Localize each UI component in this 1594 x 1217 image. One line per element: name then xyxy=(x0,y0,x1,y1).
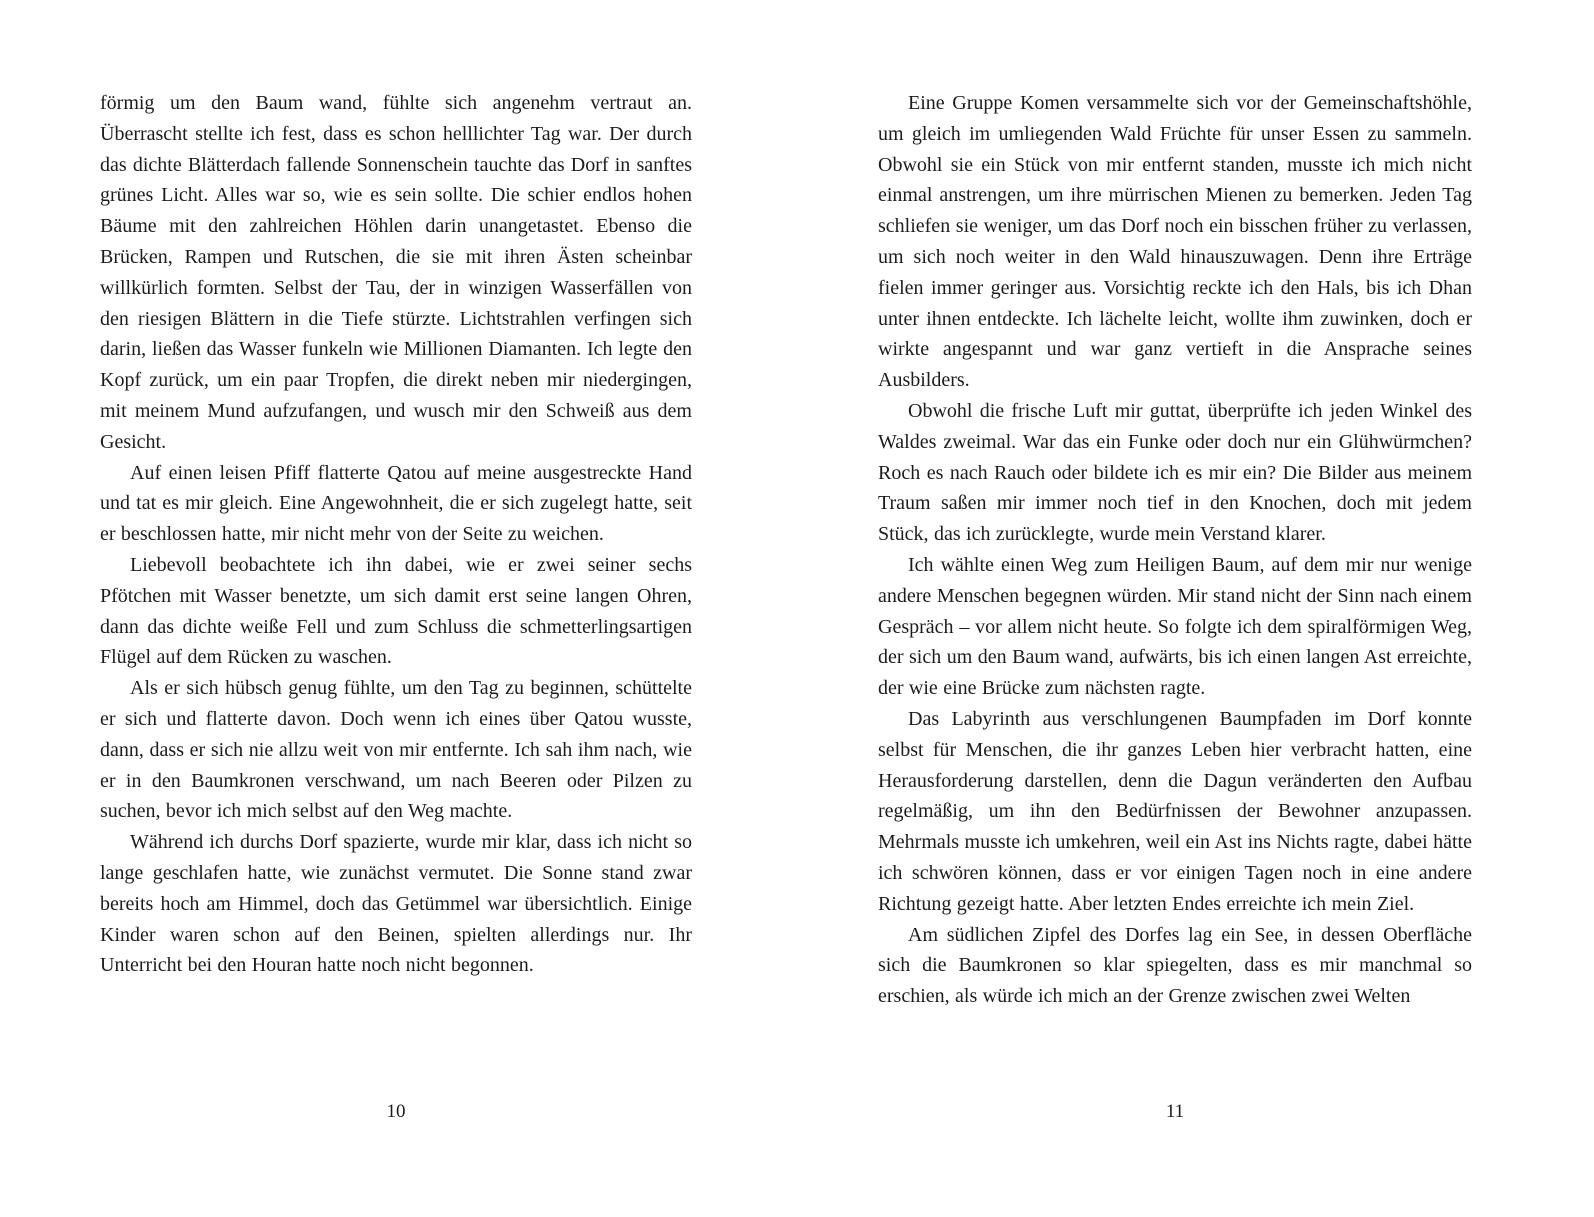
paragraph: Ich wählte einen Weg zum Heiligen Baum, auf dem mir nur wenige andere Menschen begegnen würden. Mir stand nicht der Sinn nach einem Gespräch – vor allem nicht heute. So folgte ich dem spiralförmigen Weg, der sich um den Baum wand, aufwärts, bis ich einen langen Ast erreichte, der wie eine Brücke zum nächsten ragte. xyxy=(878,553,1472,700)
page-left xyxy=(100,0,692,1217)
paragraph: Obwohl die frische Luft mir guttat, überprüfte ich jeden Winkel des Waldes zweimal. War das ein Funke oder doch nur ein Glühwürmchen? Roch es nach Rauch oder bildete ich es mir ein? Die Bilder aus meinem Traum saßen mir immer noch tief in den Knochen, doch mit jedem Stück, das ich zurücklegte, wurde mein Verstand klarer. xyxy=(878,399,1472,546)
page-right-text xyxy=(878,88,1472,1012)
paragraph: Während ich durchs Dorf spazierte, wurde mir klar, dass ich nicht so lange geschlafen hatte, wie zunächst vermutet. Die Sonne stand zwar bereits hoch am Himmel, doch das Getümmel war übersichtlich. Einige Kinder waren schon auf den Beinen, spielten allerdings nur. Ihr Unterricht bei den Houran hatte noch nicht begonnen. xyxy=(100,831,692,977)
page-number: 10 xyxy=(386,1101,406,1122)
paragraph: Am südlichen Zipfel des Dorfes lag ein See, in dessen Oberfläche sich die Baumkronen so klar spiegelten, dass es mir manchmal so erschien, als würde ich mich an der Grenze zwischen zwei Welten xyxy=(878,923,1472,1008)
paragraph: Das Labyrinth aus verschlungenen Baumpfaden im Dorf konnte selbst für Menschen, die ihr ganzes Leben hier verbracht hatten, eine Herausforderung darstellen, denn die Dagun veränderten den Aufbau regelmäßig, um ihn den Bedürfnissen der Bewohner anzupassen. Mehrmals musste ich umkehren, weil ein Ast ins Nichts ragte, dabei hätte ich schwören können, dass er vor einigen Tagen noch in eine andere Richtung gezeigt hatte. Aber letzten Endes erreichte ich mein Ziel. xyxy=(878,707,1472,915)
page-left-text xyxy=(100,88,692,981)
page-right xyxy=(878,0,1472,1217)
paragraph: Als er sich hübsch genug fühlte, um den Tag zu beginnen, schüttelte er sich und flatterte davon. Doch wenn ich eines über Qatou wusste, dann, dass er sich nie allzu weit von mir entfernte. Ich sah ihm nach, wie er in den Baumkronen verschwand, um nach Beeren oder Pilzen zu suchen, bevor ich mich selbst auf den Weg machte. xyxy=(100,677,692,823)
paragraph: Eine Gruppe Komen versammelte sich vor der Gemeinschaftshöhle, um gleich im umliegenden Wald Früchte für unser Essen zu sammeln. Obwohl sie ein Stück von mir entfernt standen, musste ich mich nicht einmal anstrengen, um ihre mürrischen Mienen zu bemerken. Jeden Tag schliefen sie weniger, um das Dorf noch ein bisschen früher zu verlassen, um sich noch weiter in den Wald hinauszuwagen. Denn ihre Erträge fielen immer geringer aus. Vorsichtig reckte ich den Hals, bis ich Dhan unter ihnen entdeckte. Ich lächelte leicht, wollte ihm zuwinken, doch er wirkte angespannt und war ganz vertieft in die Ansprache seines Ausbilders. xyxy=(878,92,1472,392)
paragraph: Liebevoll beobachtete ich ihn dabei, wie er zwei seiner sechs Pfötchen mit Wasser benetzte, um sich damit erst seine langen Ohren, dann das dichte weiße Fell und zum Schluss die schmetterlingsartigen Flügel auf dem Rücken zu waschen. xyxy=(100,553,692,669)
page-number: 11 xyxy=(1165,1101,1185,1122)
paragraph: förmig um den Baum wand, fühlte sich angenehm vertraut an. Überrascht stellte ich fest, dass es schon helllichter Tag war. Der durch das dichte Blätterdach fallende Sonnenschein tauchte das Dorf in sanftes grünes Licht. Alles war so, wie es sein sollte. Die schier endlos hohen Bäume mit den zahlreichen Höhlen darin unangetastet. Ebenso die Brücken, Rampen und Rutschen, die sie mit ihren Ästen scheinbar willkürlich formten. Selbst der Tau, der in winzigen Wasserfällen von den riesigen Blättern in die Tiefe stürzte. Lichtstrahlen verfingen sich darin, ließen das Wasser funkeln wie Millionen Diamanten. Ich legte den Kopf zurück, um ein paar Tropfen, die direkt neben mir niedergingen, mit meinem Mund aufzufangen, und wusch mir den Schweiß aus dem Gesicht. xyxy=(100,92,692,453)
paragraph: Auf einen leisen Pfiff flatterte Qatou auf meine ausgestreckte Hand und tat es mir gleich. Eine Angewohnheit, die er sich zugelegt hatte, seit er beschlossen hatte, mir nicht mehr von der Seite zu weichen. xyxy=(100,461,692,546)
